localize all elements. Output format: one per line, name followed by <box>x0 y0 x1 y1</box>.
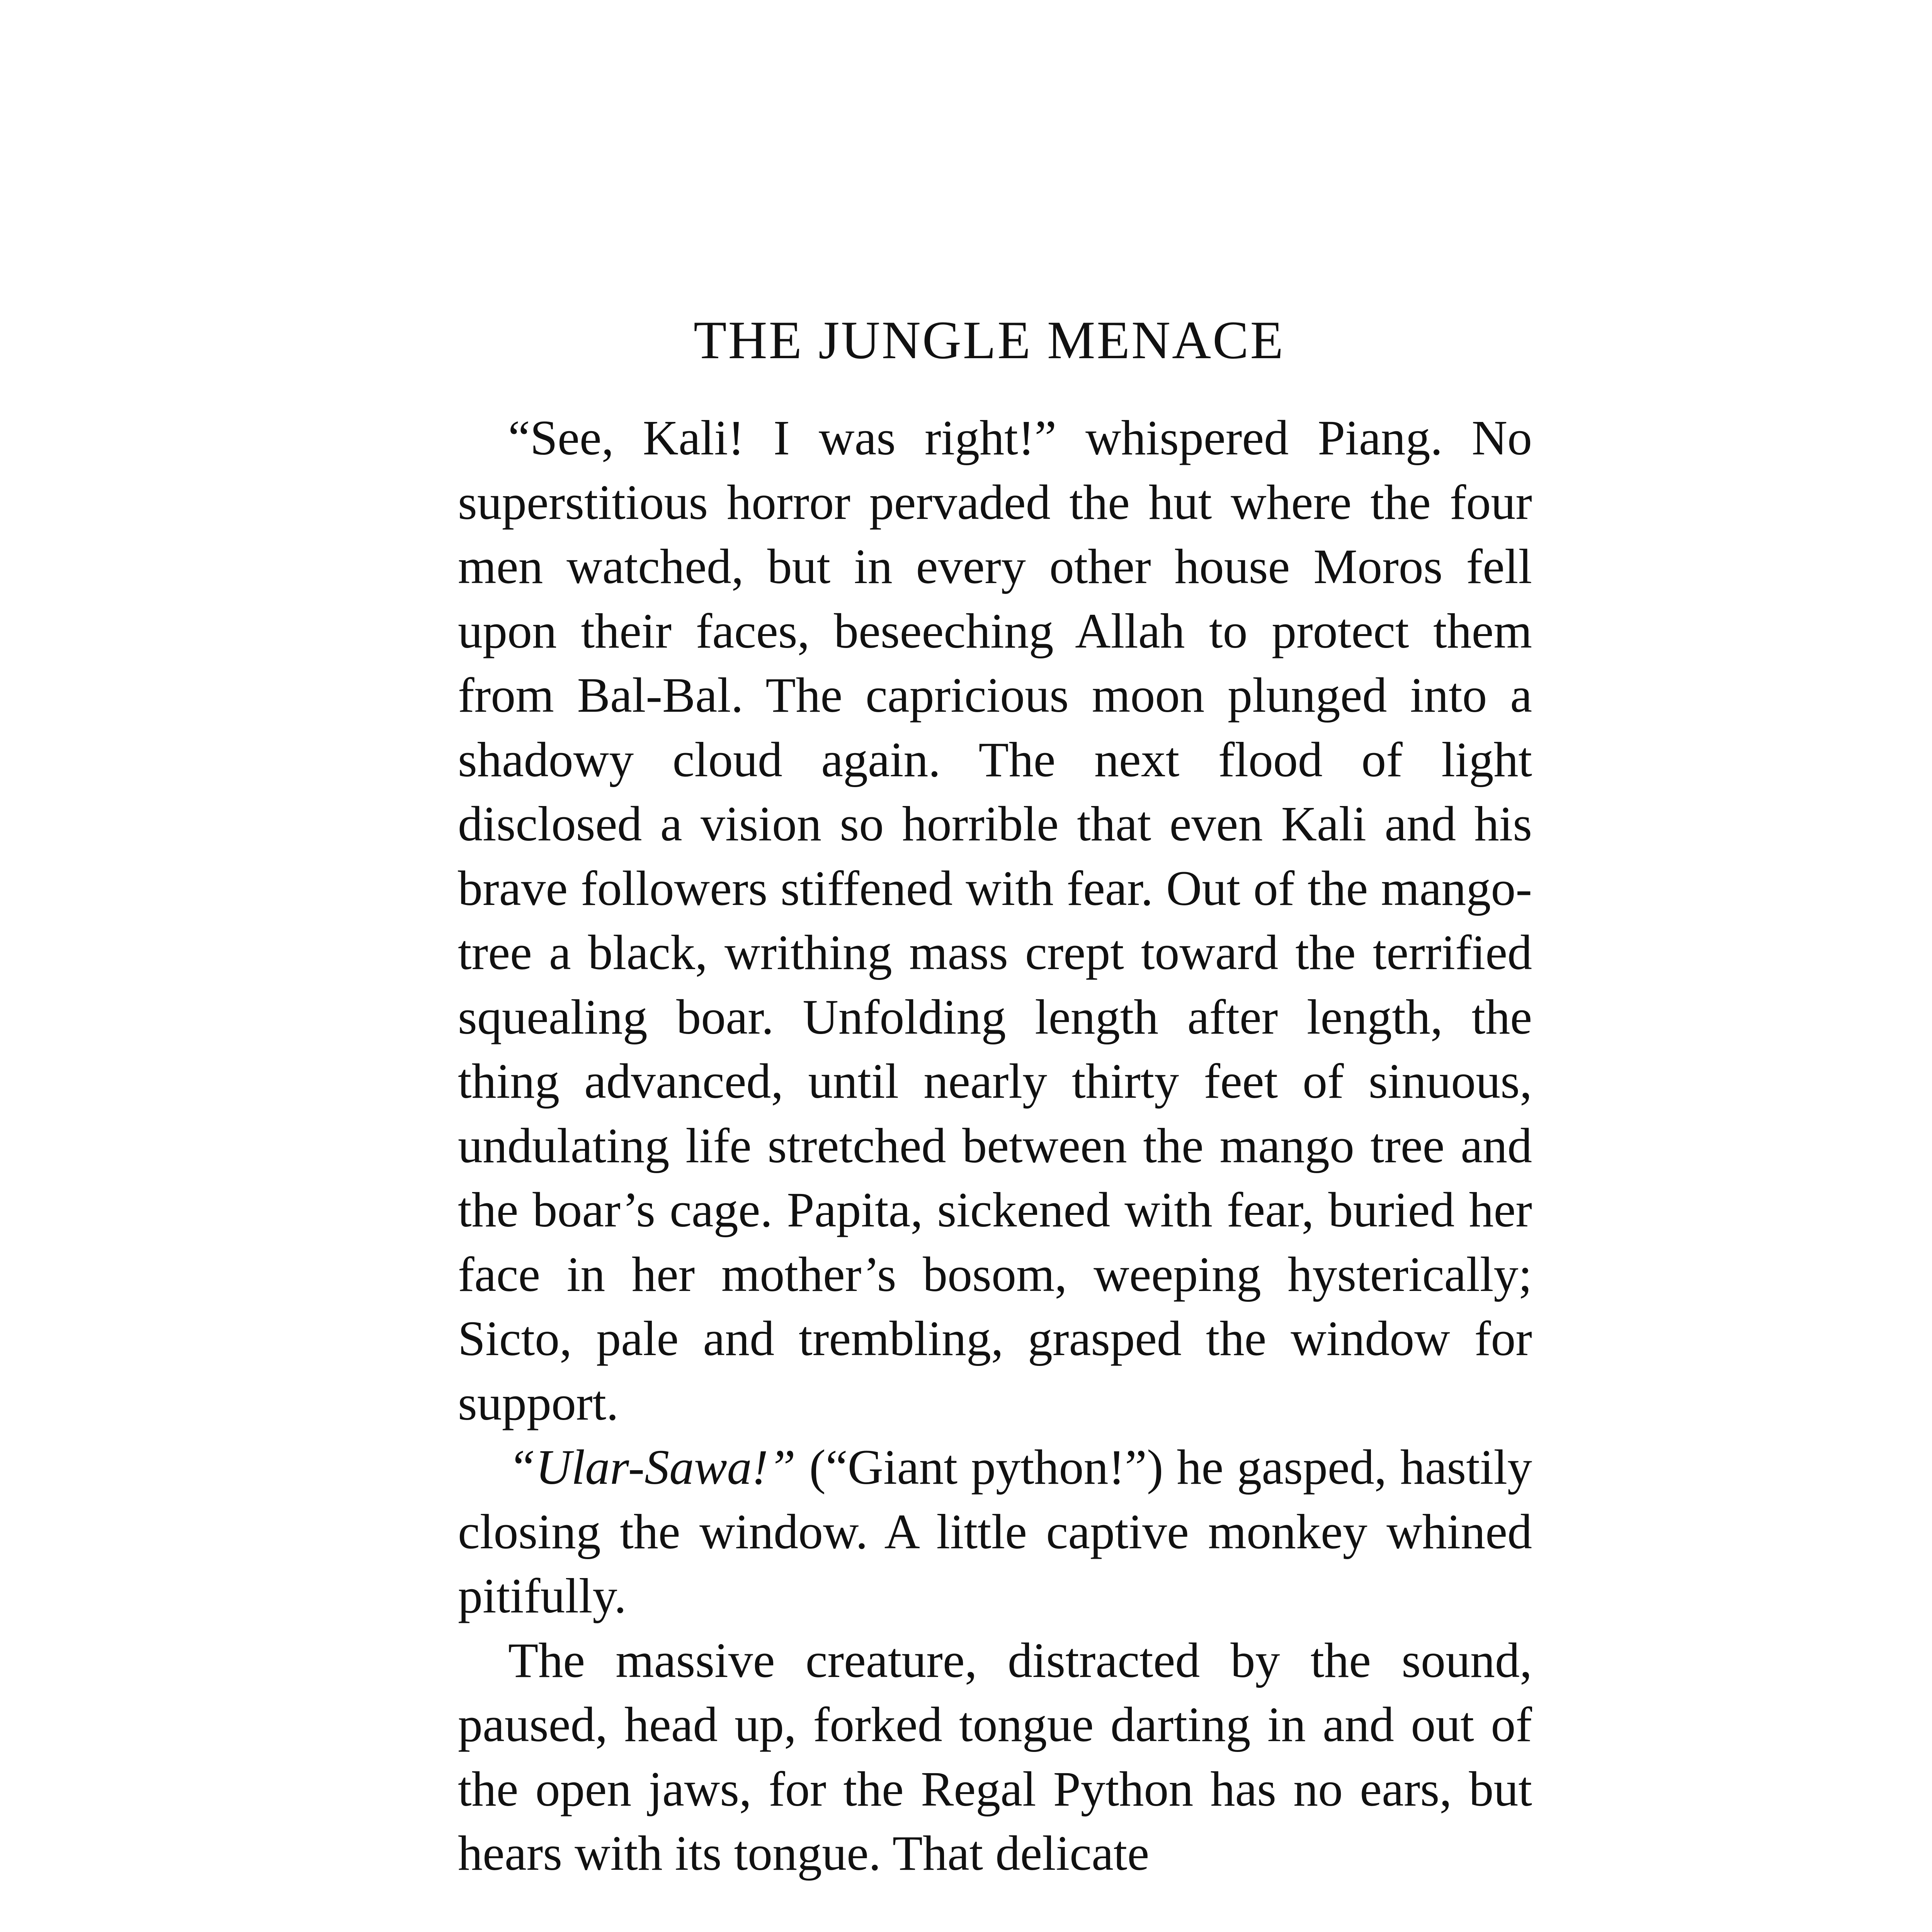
paragraph-2 <box>458 1435 1532 1628</box>
paragraph-3: The massive creature, distracted by the sound, paused, head up, forked tongue darting in and out of the open jaws, for the Regal Python has no ears, but hears with its tongue. That delicate <box>458 1633 1532 1881</box>
python-term: “Ular-Sawa!” <box>508 1440 796 1495</box>
body-text <box>458 406 1532 1886</box>
paragraph-2-text: (“Giant python!”) he gasped, hastily closing the window. A little captive monkey whined pitifully. <box>458 1440 1532 1623</box>
page-title: THE JUNGLE MENACE <box>693 310 1285 370</box>
paragraph-1: “See, Kali! I was right!” whispered Piang. No superstitious horror pervaded the hut where the four men watched, but in every other house Moros fell upon their faces, beseeching Allah to protect them from Bal-Bal. The capricious moon plunged into a shadowy cloud again. The next flood of light disclosed a vision so horrible that even Kali and his brave followers stiffened with fear. Out of the mango-tree a black, writhing mass crept toward the terrified squealing boar. Unfolding length after length, the thing advanced, until nearly thirty feet of sinuous, undulating life stretched between the mango tree and the boar’s cage. Papita, sickened with fear, buried her face in her mother’s bosom, weeping hysterically; Sicto, pale and trembling, grasped the window for support. <box>458 410 1532 1430</box>
